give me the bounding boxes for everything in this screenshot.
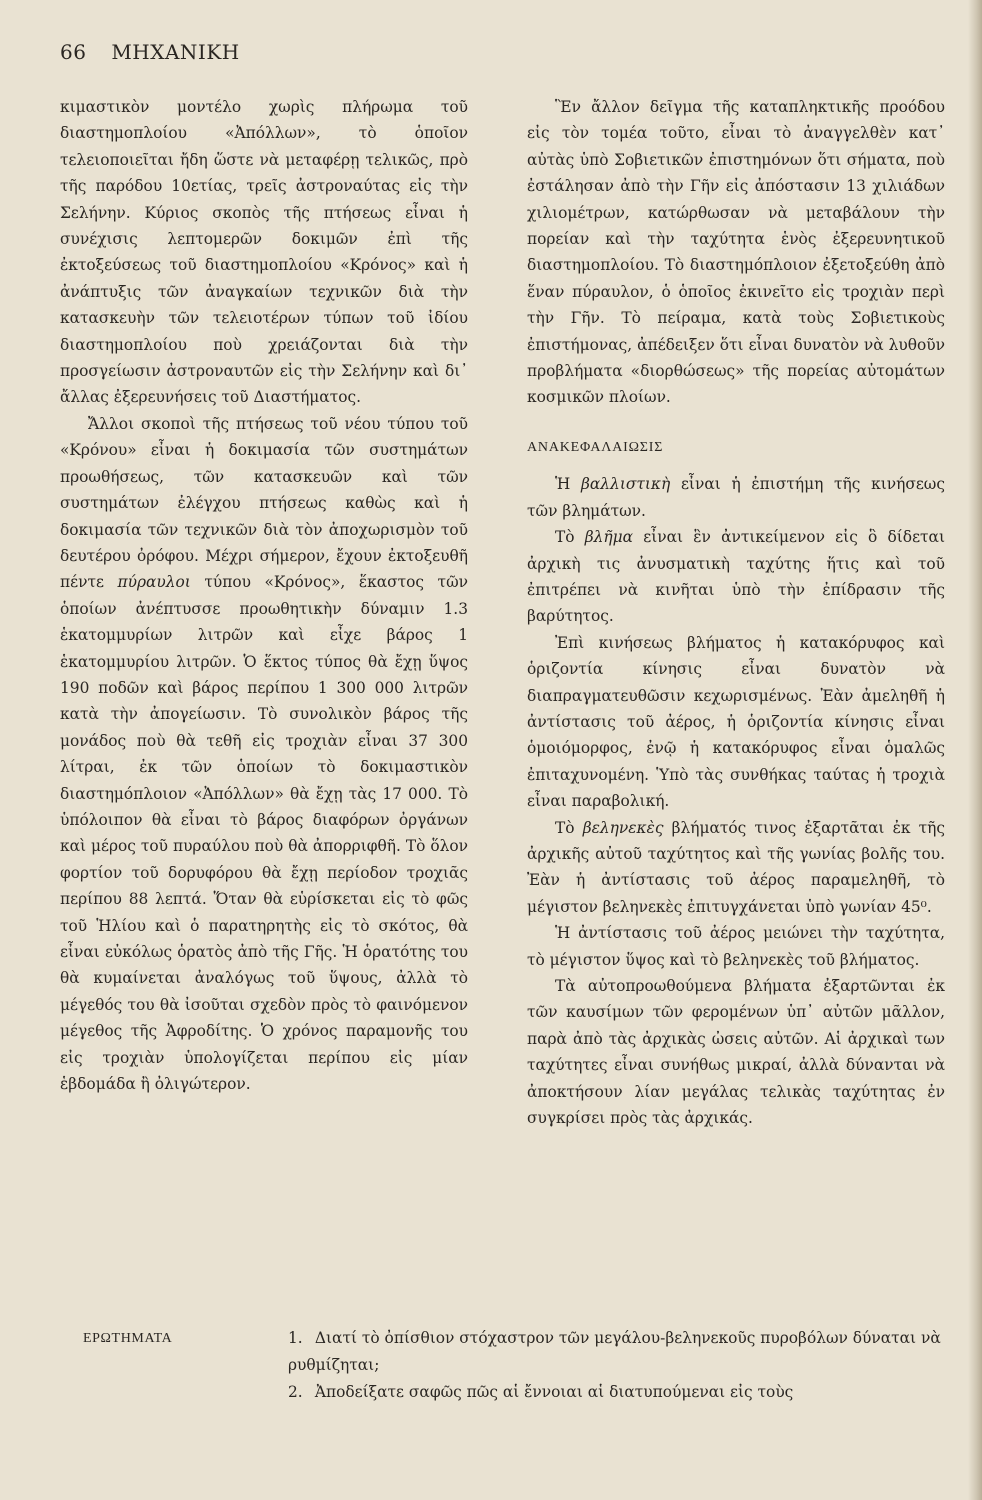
italic-term: βεληνεκὲς [582,818,664,837]
text-span: Τὸ [555,528,575,547]
questions-label: ΕΡΩΤΗΜΑΤΑ [83,1331,173,1346]
text-span: βλήματός τινος ἐξαρτᾶται ἐκ τῆς ἀρχικῆς αὐτοῦ ταχύτητος καὶ τῆς γωνίας βολῆς του. Ἐὰν ἡ ἀντίστασις τοῦ ἀέρος παραμεληθῆ, τὸ μέγιστον βεληνεκὲς ἐπιτυγχάνεται ὑπὸ γωνίαν 45⁰. [527,818,945,916]
italic-term: πύραυλοι [117,573,191,592]
summary-paragraph [527,524,945,630]
running-title: ΜΗΧΑΝΙΚΗ [111,40,240,64]
question-number: 1. [288,1329,303,1347]
summary-paragraph: Ἐπὶ κινήσεως βλήματος ἡ κατακόρυφος καὶ ὁριζοντία κίνησις εἶναι δυνατὸν νὰ διαπραγματευθῶσιν κεχωρισμένως. Ἐὰν ἀμεληθῆ ἡ ἀντίστασις τοῦ ἀέρος, ἡ ὁριζοντία κίνησις εἶναι ὁμοιόμορφος, ἐνῷ ἡ κατακόρυφος εἶναι ὁμαλῶς ἐπιταχυνομένη. Ὑπὸ τὰς συνθήκας ταύτας ἡ τροχιὰ εἶναι παραβολική. [527,633,945,811]
text-span: εἶναι ἡ ἐπιστήμη τῆς κινήσεως τῶν βλημάτων. [527,475,945,520]
question-item [288,1379,958,1406]
question-item [288,1325,958,1379]
paragraph: Ἓν ἄλλον δεῖγμα τῆς καταπληκτικῆς προόδου εἰς τὸν τομέα τοῦτο, εἶναι τὸ ἀναγγελθὲν κατ᾽ αὐτὰς ὑπὸ Σοβιετικῶν ἐπιστημόνων ὅτι σήματα, ποὺ ἐστάλησαν ἀπὸ τὴν Γῆν εἰς ἀπόστασιν 13 χιλιάδων χιλιομέτρων, κατώρθωσαν νὰ μεταβάλουν τὴν πορείαν καὶ τὴν ταχύτητα ἑνὸς ἐξερευνητικοῦ διαστημοπλοίου. Τὸ διαστημόπλοιον ἐξετοξεύθη ἀπὸ ἕναν πύραυλον, ὁ ὁποῖος ἐκινεῖτο εἰς τροχιὰν περὶ τὴν Γῆν. Τὸ πείραμα, κατὰ τοὺς Σοβιετικοὺς ἐπιστήμονας, ἀπέδειξεν ὅτι εἶναι δυνατὸν νὰ λυθοῦν προβλήματα «διορθώσεως» τῆς πορείας αὐτομάτων κοσμικῶν πλοίων. [527,98,945,407]
summary-paragraph: Τὰ αὐτοπροωθούμενα βλήματα ἐξαρτῶνται ἐκ τῶν καυσίμων τῶν φερομένων ὑπ᾽ αὐτῶν μᾶλλον, παρὰ ἀπὸ τὰς ἀρχικὰς ὠσεις αὐτῶν. Αἱ ἀρχικαὶ των ταχύτητες εἶναι συνήθως μικραί, ἀλλὰ δύνανται νὰ ἀποκτήσουν λίαν μεγάλας τελικὰς ταχύτητας ἐν συγκρίσει πρὸς τὰς ἀρχικάς. [527,977,945,1128]
text-span: Τὸ [555,818,575,837]
running-head [60,40,240,64]
paragraph: κιμαστικὸν μοντέλο χωρὶς πλήρωμα τοῦ διαστημοπλοίου «Ἀπόλλων», τὸ ὁποῖον τελειοποιεῖται ἤδη ὥστε νὰ μεταφέρῃ τελικῶς, πρὸ τῆς παρόδου 10ετίας, τρεῖς ἀστροναύτας εἰς τὴν Σελήνην. Κύριος σκοπὸς τῆς πτήσεως εἶναι ἡ συνέχισις λεπτομερῶν δοκιμῶν ἐπὶ τῆς ἐκτοξεύσεως τοῦ διαστημοπλοίου «Κρόνος» καὶ ἡ ἀνάπτυξις τῶν ἀναγκαίων τεχνικῶν διὰ τὴν κατασκευὴν τῶν τελειοτέρων τύπων τοῦ ἰδίου διαστημοπλοίου ποὺ χρειάζονται διὰ τὴν προσγείωσιν ἀστροναυτῶν εἰς τὴν Σελήνην καὶ δι᾽ ἄλλας ἐξερευνήσεις τοῦ Διαστήματος. [60,98,468,407]
italic-term: βαλλιστικὴ [581,475,671,494]
italic-term: βλῆμα [584,528,634,547]
text-span: τύπου «Κρόνος», ἕκαστος τῶν ὁποίων ἀνέπτυσσε προωθητικὴν δύναμιν 1.3 ἑκατομμυρίων λιτρῶν καὶ εἶχε βάρος 1 ἑκατομμυρίου λιτρῶν. Ὁ ἕκτος τύπος θὰ ἔχῃ ὕψος 190 ποδῶν καὶ βάρος περίπου 1 300 000 λιτρῶν κατὰ τὴν ἀπογείωσιν. Τὸ συνολικὸν βάρος τῆς μονάδος ποὺ θὰ τεθῆ εἰς τροχιὰν εἶναι 37 300 λίτραι, ἐκ τῶν ὁποίων τὸ δοκιμαστικὸν διαστημόπλοιον «Ἀπόλλων» θὰ ἔχῃ τὰς 17 000. Τὸ ὑπόλοιπον θὰ εἶναι τὸ βάρος διαφόρων ὀργάνων καὶ μέρος τοῦ πυραύλου ποὺ θὰ ἀπορριφθῆ. Τὸ ὅλον φορτίον τοῦ δορυφόρου θὰ ἔχῃ περίοδον τροχιᾶς περίπου 88 λεπτά. Ὅταν θὰ εὑρίσκεται εἰς τὸ φῶς τοῦ Ἡλίου καὶ ὁ παρατηρητὴς εἰς τὸ σκότος, θὰ εἶναι εὐκόλως ὁρατὸς ἀπὸ τῆς Γῆς. Ἡ ὁρατότης του θὰ κυμαίνεται ἀναλόγως τοῦ ὕψους, ἀλλὰ τὸ μέγεθός του θὰ ἰσοῦται σχεδὸν πρὸς τὸ φαινόμενον μέγεθος τῆς Ἀφροδίτης. Ὁ χρόνος παραμονῆς του εἰς τροχιὰν ὑπολογίζεται περίπου εἰς μίαν ἑβδομάδα ἢ ὀλιγώτερον. [60,573,468,1094]
summary-paragraph: Ἡ ἀντίστασις τοῦ ἀέρος μειώνει τὴν ταχύτητα, τὸ μέγιστον ὕψος καὶ τὸ βεληνεκὲς τοῦ βλήματος. [527,924,945,969]
text-span: εἶναι ἓν ἀντικείμενον εἰς ὃ δίδεται ἀρχικὴ τις ἀνυσματικὴ ταχύτης ἥτις καὶ τοῦ ἐπιτρέπει νὰ κινῆται ὑπὸ τὴν ἐπίδρασιν τῆς βαρύτητος. [527,528,945,626]
text-span: Ἄλλοι σκοποὶ τῆς πτήσεως τοῦ νέου τύπου τοῦ «Κρόνου» εἶναι ἡ δοκιμασία τῶν συστημάτων προωθήσεως, τῶν κατασκευῶν καὶ τῶν συστημάτων ἐλέγχου πτήσεως καθὼς καὶ ἡ δοκιμασία τῶν τεχνικῶν διὰ τὸν ἀποχωρισμὸν τοῦ δευτέρου ὀρόφου. Μέχρι σήμερον, ἔχουν ἐκτοξευθῆ πέντε [60,414,468,592]
question-number: 2. [288,1383,303,1401]
paragraph [60,411,468,1098]
question-text: Ἀποδείξατε σαφῶς πῶς αἱ ἔννοιαι αἱ διατυπούμεναι εἰς τοὺς [314,1383,794,1401]
questions-list [288,1325,958,1406]
summary-paragraph [527,471,945,524]
question-text: Διατί τὸ ὀπίσθιον στόχαστρον τῶν μεγάλου-βεληνεκοῦς πυροβόλων δύναται νὰ ρυθμίζηται; [288,1329,941,1374]
left-column [60,94,468,1097]
page-edge [968,0,982,1500]
text-span: Ἡ [555,475,571,494]
section-title: ΑΝΑΚΕΦΑΛΑΙΩΣΙΣ [527,439,664,455]
page-number: 66 [60,40,87,64]
right-column [527,94,945,1131]
summary-paragraph [527,815,945,921]
